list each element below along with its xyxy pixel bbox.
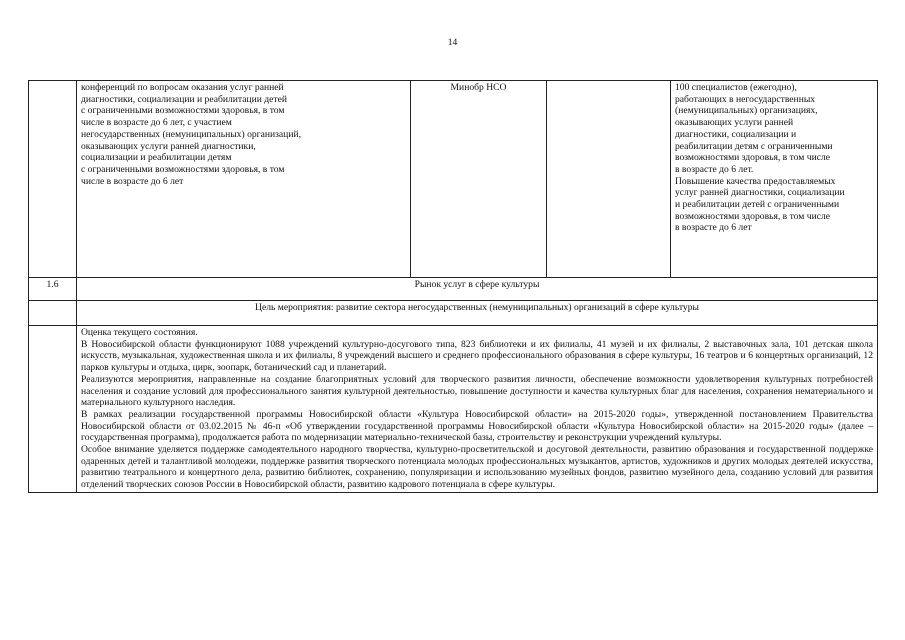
row-number-cell: [29, 81, 77, 278]
section-number-cell: 1.6: [29, 278, 77, 301]
assessment-number-cell: [29, 326, 77, 493]
section-title-cell: Рынок услуг в сфере культуры: [77, 278, 878, 301]
table-row: [29, 81, 878, 278]
assessment-cell: [77, 326, 878, 493]
responsible-executor-cell: Минобр НСО: [411, 81, 547, 278]
goal-number-cell: [29, 301, 77, 326]
goal-cell: Цель мероприятия: развитие сектора негосударственных (немуниципальных) организаций в сфере культуры: [77, 301, 878, 326]
expected-result-cell: 100 специалистов (ежегодно), работающих в негосударственных (немуниципальных) организациях, оказывающих услуги ранней диагностики, социализации и реабилитации детям с ограниченными возможностями здоровья, в том числе в возрасте до 6 лет. Повышение качества предоставляемых услуг ранней диагностики, социализации и реабилитации детей с ограниченными возможностями здоровья, в том числе в возрасте до 6 лет: [671, 81, 878, 278]
deadline-cell: [547, 81, 671, 278]
page-number: 14: [447, 38, 458, 48]
measures-table: [28, 80, 878, 493]
assessment-heading: Оценка текущего состояния.: [81, 327, 198, 338]
assessment-paragraph: В Новосибирской области функционируют 1088 учреждений культурно-досугового типа, 823 библиотеки и их филиалы, 41 музей и их филиалы, 2 выставочных зала, 101 детская школа искусств, музыкальная, художественная школа и их филиалы, 8 учреждений высшего и среднего профессионального образования в сфере культуры, 16 театров и 6 концертных организаций, 12 парков культуры и отдыха, цирк, зоопарк, ботанический сад и планетарий.: [81, 338, 873, 374]
table-row: [29, 301, 878, 326]
assessment-paragraph: Особое внимание уделяется поддержке самодеятельного народного творчества, культурно-просветительской и досуговой деятельности, развитию образования и государственной поддержке одаренных детей и талантливой молодежи, поддержке развития творческого потенциала молодых профессиональных музыкантов, артистов, художников и других молодых деятелей искусства, развитию театрального и концертного дела, развитию библиотек, сохранению, популяризации и использованию музейных фондов, развитию музейного дела, созданию условий для развития отделений творческих союзов России в Новосибирской области, развитию кадрового потенциала в сфере культуры.: [81, 444, 873, 491]
assessment-paragraph: В рамках реализации государственной программы Новосибирской области «Культура Новосибирской области» на 2015-2020 годы», утвержденной постановлением Правительства Новосибирской области от 03.02.2015 № 46-п «Об утверждении государственной программы Новосибирской области «Культура Новосибирской области» на 2015-2020 годы» (далее – государственная программа), продолжается работа по модернизации материально-технической базы, строительству и реконструкции учреждений культуры.: [81, 408, 873, 444]
table-row: [29, 278, 878, 301]
table-row: [29, 326, 878, 493]
measure-description-cell: конференций по вопросам оказания услуг ранней диагностики, социализации и реабилитации детей с ограниченными возможностями здоровья, в том числе в возрасте до 6 лет, с участием негосударственных (немуниципальных) организаций, оказывающих услуги ранней диагностики, социализации и реабилитации детям с ограниченными возможностями здоровья, в том числе в возрасте до 6 лет: [77, 81, 411, 278]
assessment-paragraph: Реализуются мероприятия, направленные на создание благоприятных условий для творческого развития личности, обеспечение возможности удовлетворения культурных потребностей населения и создание условий для профессионального занятия культурной деятельностью, повышение доступности и качества культурных благ для населения, сохранения нематериального и материального культурного наследия.: [81, 373, 873, 409]
